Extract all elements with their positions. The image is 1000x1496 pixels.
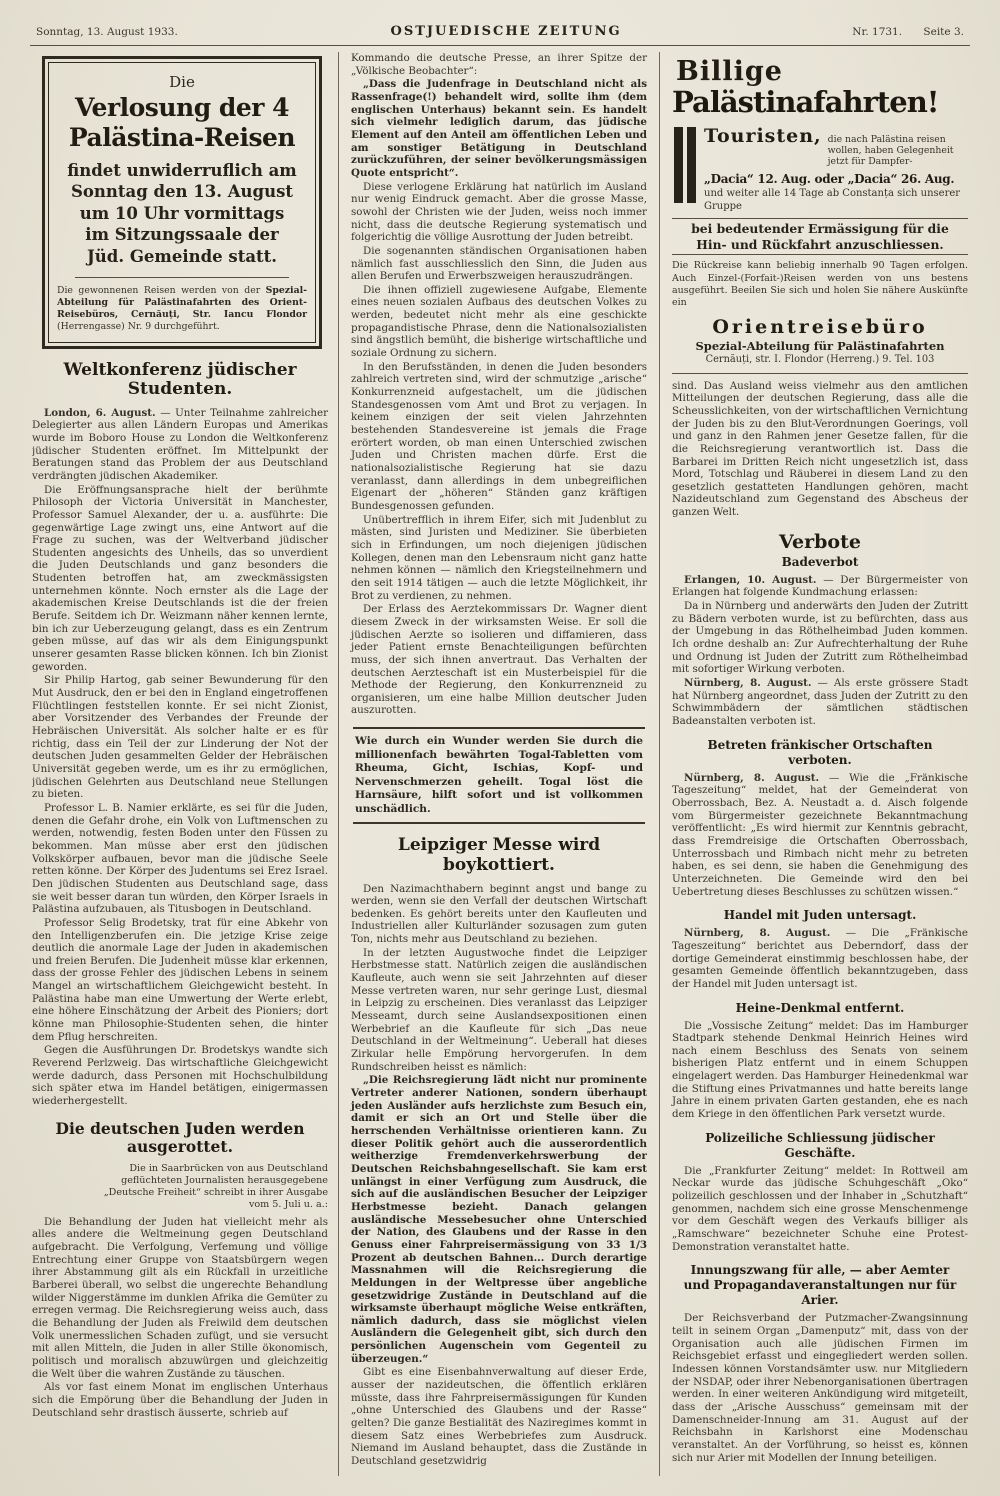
travel-ad-note: Die Rückreise kann beliebig innerhalb 90 Tagen erfolgen. Auch Einzel-(Forfait-)Reisen werden von uns bestens ausgeführt. Beeilen Sie sich und holen Sie nähere Auskünfte ein: [672, 260, 968, 309]
travel-ad-row-main: [704, 125, 968, 213]
article-paragraph: Den Nazimachthabern beginnt angst und bange zu werden, wenn sie den Verfall der deutschen Wirtschaft bedenken. Es gehört bereits unter den Kaufleuten und Industriellen aller Kulturländer sozusagen zum guten Ton, nichts mehr aus Deutschland zu beziehen.: [351, 882, 647, 946]
travel-ad-dacia-line: „Dacia“ 12. Aug. oder „Dacia“ 26. Aug.: [704, 172, 955, 187]
article-paragraph: In der letzten Augustwoche findet die Leipziger Herbstmesse statt. Natürlich zeigen die ausländischen Kaufleute, auch wenn sie seit Jahrzehnten auf dieser Messe vertreten waren, nur sehr geringe Lust, diesmal in Leipzig zu erscheinen. Dies veranlasst das Leipziger Messeamt, durch seine Auslandsexpositionen einen Werbebrief an die Kaufleute für sich „Das neue Deutschland in der Weltmeinung“. Ueberall hat dieses Zirkular helle Empörung hervorgerufen. In dem Rundschreiben heisst es nämlich:: [351, 946, 647, 1073]
article-paragraph: Nürnberg, 8. August. — Die „Fränkische Tageszeitung“ berichtet aus Deberndorf, dass der dortige Gemeinderat einstimmig beschlossen habe, der gesamten Gemeinde öffentlich bekanntzugeben, dass der Handel mit Juden untersagt ist.: [672, 927, 968, 990]
article-paragraph: sind. Das Ausland weiss vielmehr aus den amtlichen Mitteilungen der deutschen Regierung, dass alle die Scheusslichkeiten, von der wirtschaftlichen Vernichtung der Juden bis zu den Blut-Verordnungen Goerings, voll und ganz in den Rahmen jener Gesetze fallen, für die die Reichsregierung verantwortlich ist. Dass die Barbarei im Dritten Reich nicht ungesetzlich ist, dass Mord, Totschlag und Räuberei in diesem Land zu den gesetzlich gestatteten Handlungen gehören, macht Nazideutschland zum Gegenstand des Abscheus der ganzen Welt.: [672, 379, 968, 519]
headline-innungszwang: Innungszwang für alle, — aber Aemter und Propagandaveranstaltungen nur für Arier.: [683, 1263, 957, 1308]
article-source-note: Die in Saarbrücken von aus Deutschland geflüchteten Journalisten herausgegebene „Deutsche Freiheit“ schreibt in ihrer Ausgabe vom 5. Juli u. a.:: [103, 1162, 328, 1210]
article-paragraph: Erlangen, 10. August. — Der Bürgermeister von Erlangen hat folgende Kundmachung erlassen:: [672, 573, 968, 599]
article-paragraph: Als vor fast einem Monat im englischen Unterhaus sich die Empörung über die Behandlung der Juden in Deutschland sehr drastisch äusserte, schrieb auf: [32, 1381, 328, 1419]
headline-verbote: Verbote: [779, 530, 861, 553]
headline-leipziger-messe: Leipziger Messe wird boykottiert.: [397, 835, 601, 875]
dateline: Nürnberg, 8. August.: [684, 771, 820, 784]
travel-ad-constanta-line: und weiter alle 14 Tage ab Constanța sich unserer Gruppe: [704, 188, 961, 212]
column-left: [32, 52, 338, 1476]
article-paragraph: Gibt es eine Eisenbahnverwaltung auf dieser Erde, ausser der nazideutschen, die öffentlich erklären müsste, dass ihre Fahrpreisermässigungen für Kunden „ohne Unterschied des Glaubens und der Rasse“ gelten? Die ganze Bestialität des Naziregimes kommt in diesem Satz eines Werbebriefes zum Ausdruck. Niemand im Ausland behauptet, dass die Zustände in Deutschland gesetzwidrig: [351, 1366, 647, 1468]
masthead-date: Sonntag, 13. August 1933.: [36, 26, 178, 38]
lottery-ad-title-line1: Verlosung der 4: [74, 93, 290, 122]
article-paragraph: In den Berufsständen, in denen die Juden besonders zahlreich vertreten sind, wird der schmutzige „arische“ Konkurrenzneid aufgestachelt, um die jüdischen Standesgenossen vom Amt und Brot zu verjagen. In keinem einzigen der seit vielen Jahrzehnten bestehenden Standesvereine ist jemals die Frage erörtert worden, ob man einen Unterschied zwischen Juden und Christen machen dürfe. Erst die nationalsozialistische Regierung hat sie dazu veranlasst, dann allerdings in dem unbegreiflichen Eigenart der „höheren“ Ständen ganz kräftigen Bundesgenossen gefunden.: [351, 360, 647, 512]
travel-ad-title: Palästinafahrten!: [672, 85, 939, 119]
article-paragraph: Professor L. B. Namier erklärte, es sei für die Juden, denen die Gefahr drohe, ein Volk von Luftmenschen zu werden, notwendig, festen Boden unter den Füssen zu bekommen. Man müsse aber erst den jüdischen Volkskörper aufbauen, bevor man die jüdische Seele retten könne. Der Körper des Judentums sei Erez Israel. Den jüdischen Studenten aus Deutschland sage, dass sie weit besser daran tun würden, den Körper Israels in Palästina aufzubauen, als Titusbogen in Deutschland.: [32, 801, 328, 916]
dateline: Erlangen, 10. August.: [684, 573, 817, 586]
article-quote: „Dass die Judenfrage in Deutschland nicht als Rassenfrage(!) behandelt wird, sollte ihm (dem englischen Unterhaus) bekannt sein. Es handelt sich vielmehr lediglich darum, das jüdische Element auf den Anteil am öffentlichen Leben und am sonstiger Betätigung in Deutschland zurückzuführen, der seiner bevölkerungsmässigen Quote entspricht“.: [351, 78, 647, 179]
article-paragraph: Kommando die deutsche Presse, an ihrer Spitze der „Völkische Beobachter“:: [351, 52, 647, 77]
lottery-ad-kicker: Die: [169, 73, 195, 91]
lottery-ad-title-line2: Palästina-Reisen: [68, 122, 296, 152]
travel-ad-discount: [672, 218, 968, 255]
article-paragraph: Unübertrefflich in ihrem Eifer, sich mit Judenblut zu mästen, sind Juristen und Mediziner. Sie überbieten sich in Erfindungen, um noch diejenigen jüdischen Kollegen, denen man den Lebensraum nicht ganz hatte nehmen können — nämlich den Kriegsteilnehmern und den seit 1914 tätigen — auch die letzte Möglichkeit, ihr Brot zu verdienen, zu nehmen.: [351, 513, 647, 602]
dateline: Nürnberg, 8. August.: [684, 927, 831, 940]
masthead-issue: [834, 26, 964, 38]
masthead: [0, 0, 1000, 45]
article-paragraph: Die Eröffnungsansprache hielt der berühmte Philosoph der Victoria Universität in Manchester, Professor Samuel Alexander, der u. a. ausführte: Die gegenwärtige Lage zwingt uns, eine Antwort auf die Frage zu suchen, was der Weltverband jüdischer Studenten angesichts des Unheils, das so unverdient die Juden Deutschlands und ganz besonders die Studenten betroffen hat, am zweckmässigsten unternehmen könnte. Noch ernster als die Lage der akademischen Kreise Deutschlands ist die der freien Berufe. Seitdem ich Dr. Weizmann näher kennen lernte, bin ich zur Ueberzeugung gelangt, dass es ein Zentrum geben müsse, auf das wir als dem Einigungspunkt unserer gesamten Rasse blicken können. Ich bin Zionist geworden.: [32, 483, 328, 673]
travel-ad-row: [672, 125, 968, 213]
travel-ad-billige: Billige: [676, 56, 783, 87]
travel-ad-touristen: Touristen,: [704, 125, 822, 147]
travel-ad-agency: Orientreisebüro: [712, 315, 928, 338]
article-paragraph: Professor Selig Brodetsky, trat für eine Abkehr von den Intelligenzberufen ein. Die jetzige Krise zeige deutlich die anormale Lage der Juden in akademischen und freien Berufen. Die Judenheit müsse klar erkennen, dass der grosse Fehler des jüdischen Lebens in seinem Mangel an wirtschaftlichem Gleichgewicht besteht. In Palästina habe man eine Umwertung der Werte erlebt, eine höhere Einschätzung der Arbeit des Pioniers; dort könne man Philosophie-Studenten sehen, die hinter dem Pflug herschreiten.: [32, 916, 328, 1043]
togal-ad: [353, 727, 645, 824]
article-paragraph: London, 6. August. — Unter Teilnahme zahlreicher Delegierter aus allen Ländern Europas und Amerikas wurde im Boboro House zu London die Weltkonferenz jüdischer Studenten eröffnet. Im Mittelpunkt der Beratungen stand das Problem der aus Deutschland verdrängten jüdischen Akademiker.: [32, 406, 328, 482]
lottery-ad-line: Jüd. Gemeinde statt.: [86, 246, 277, 266]
subheadline-badeverbot: Badeverbot: [781, 554, 859, 569]
issue-number: Nr. 1731.: [852, 26, 903, 38]
headline-heine-denkmal: Heine-Denkmal entfernt.: [735, 1000, 905, 1015]
page-number: Seite 3.: [923, 26, 964, 38]
lottery-ad: [42, 56, 322, 349]
lottery-ad-line: im Sitzungssaale der: [85, 225, 279, 245]
travel-ad-touristen-note: die nach Palästina reisen wollen, haben Gelegenheit jetzt für Dampfer-: [827, 134, 954, 168]
article-paragraph: Die Behandlung der Juden hat vielleicht mehr als alles andere die Weltmeinung gegen Deutschland aufgebracht. Die Verfolgung, Verfemung und völlige Entrechtung einer Gruppe von Staatsbürgern wegen ihrer Abstammung gilt als ein Rückfall in urzeitliche Barberei überall, wo selbst die ungerechte Behandlung wilder Niggerstämme im dunklen Afrika die Gemüter zu erregen vermag. Die Reichsregierung weiss auch, dass die Behandlung der Juden als Freiwild dem deutschen Volk unermesslichen Schaden zufügt, und sie versucht mit allen Mitteln, die Juden in aller Stille ökonomisch, politisch und moralisch abzuwürgen und gleichzeitig die Welt über die wahren Zustände zu täuschen.: [32, 1215, 328, 1380]
headline-juden-ausgerottet: Die deutschen Juden werden ausgerottet.: [55, 1118, 305, 1157]
travel-ad-department: Spezial-Abteilung für Palästinafahrten: [695, 338, 945, 353]
lottery-ad-line: Sonntag den 13. August: [71, 182, 293, 202]
travel-ad-touristen-line: [704, 125, 968, 167]
article-paragraph: Die „Frankfurter Zeitung“ meldet: In Rottweil am Neckar wurde das jüdische Schuhgeschäft „Oko“ polizeilich geschlossen und der Inhaber in „Schutzhaft“ genommen, nachdem sich eine grosse Menschenmenge vor dem Geschäft wegen des Verkaufs billiger als „Ramschware“ bezeichneter Schuhe eine Protest-Demonstration veranstaltet hatte.: [672, 1164, 968, 1253]
lottery-ad-line: findet unwiderruflich am: [67, 161, 297, 180]
article-paragraph: Die sogenannten ständischen Organisationen haben nämlich fast ausschliesslich den Sinn, die Juden aus allen Berufen und Erwerbszweigen herauszudrängen.: [351, 244, 647, 283]
article-paragraph: Diese verlogene Erklärung hat natürlich im Ausland nur wenig Eindruck gemacht. Aber die grosse Masse, sowohl der Christen wie der Juden, weiss noch immer nicht, dass die deutsche Regierung systematisch und folgerichtig die völlige Ausrottung der Juden betreibt.: [351, 180, 647, 244]
article-paragraph: Sir Philip Hartog, gab seiner Bewunderung für den Mut Ausdruck, den er bei den in England eingetroffenen Flüchtlingen feststellen konnte. Er sei nicht Zionist, aber Vorsitzender des Verbandes der Freunde der Hebräischen Universität. Als solcher halte er es für richtig, dass ein Teil der zur Linderung der Not der deutschen Juden gesammelten Gelder der Hebräischen Universität gegeben werde, um es ihr zu ermöglichen, jüdischen Gelehrten aus Deutschland neue Stellungen zu bieten.: [32, 674, 328, 801]
article-paragraph: Gegen die Ausführungen Dr. Brodetskys wandte sich Reverend Perlzweig. Das wirtschaftliche Gleichgewicht werde dadurch, dass Personen mit Hochschulbildung sich später etwa im Handel betätigen, einigermassen wiederhergestellt.: [32, 1044, 328, 1108]
lottery-ad-divider: [75, 277, 289, 278]
article-paragraph: Die „Vossische Zeitung“ meldet: Das im Hamburger Stadtpark stehende Denkmal Heinrich Heines wird nach einem Beschluss des Senats von seinem bisherigen Platz entfernt und in einem Schuppen eingelagert werden. Das Hamburger Heinedenkmal war die Stiftung eines Privatmannes und hatte bereits lange Jahre in einem privaten Garten gestanden, ehe es nach dem Kriege in den öffentlichen Park versetzt wurde.: [672, 1019, 968, 1121]
article-paragraph: Nürnberg, 8. August. — Als erste grössere Stadt hat Nürnberg angeordnet, dass Juden der Zutritt zu den Schwimmbädern der sämtlichen städtischen Badeanstalten verboten ist.: [672, 677, 968, 727]
page-columns: [0, 46, 1000, 1476]
article-quote: „Die Reichsregierung lädt nicht nur prominente Vertreter anderer Nationen, sondern überhaupt jeden Ausländer aufs herzlichste zum Besuch ein, damit er sich an Ort und Stelle über die herrschenden Verhältnisse orientieren kann. Zu dieser Politik gehört auch die ausserordentlich weitherzige Fremdenverkehrswerbung der Deutschen Reichsbahngesellschaft. Sie kam erst unlängst in einer Verfügung zum Ausdruck, die sich auf die ausländischen Besucher der Leipziger Herbstmesse bezieht. Danach gelangen ausländische Messebesucher ohne Unterschied der Nation, des Glaubens und der Rasse in den Genuss einer Fahrpreisermässigung von 33 1/3 Prozent ab deutschen Bahnen... Durch derartige Massnahmen will die Reichsregierung die Meldungen in der Weltpresse über angebliche gesetzwidrige Zustände in Deutschland auf die wirksamste überhaupt mögliche Weise entkräften, nämlich dadurch, dass sie möglichst vielen Ausländern die Gelegenheit gibt, sich durch den persönlichen Augenschein vom Gegenteil zu überzeugen.“: [351, 1074, 647, 1365]
masthead-title: OSTJUEDISCHE ZEITUNG: [390, 24, 622, 39]
lottery-ad-line: um 10 Uhr vormittags: [79, 203, 285, 223]
column-middle: [338, 52, 660, 1476]
togal-ad-text: Wie durch ein Wunder werden Sie durch die millionenfach bewährten Togal-Tabletten vom Rheuma, Gicht, Ischias, Kopf- und Nervenschmerzen geheilt. Togal löst die Harnsäure, hilft sofort und ist vollkommen unschädlich.: [355, 735, 643, 815]
article-paragraph: Nürnberg, 8. August. — Wie die „Fränkische Tageszeitung“ meldet, hat der Gemeinderat von Oberrossbach, Bez. A. Neustadt a. d. Aisch folgende vom Bürgermeister gezeichnete Bekanntmachung veröffentlicht: „Es wird hiermit zur Kenntnis gebracht, dass Fremdreisige die Ortschaften Oberrossbach, Unterrossbach und Rimbach nicht mehr zu betreten haben, es sei denn, sie haben die Genehmigung des Unterzeichneten. Die Gemeinde wird den bei Uebertretung dieses Beschlusses zu schützen wissen.“: [672, 771, 968, 898]
headline-schliessung-geschaefte: Polizeiliche Schliessung jüdischer Geschäfte.: [705, 1130, 935, 1160]
article-paragraph: Der Reichsverband der Putzmacher-Zwangsinnung teilt in seinem Organ „Damenputz“ mit, dass von der Organisation auch alle jüdischen Firmen im Reichsgebiet erfasst und eingegliedert werden sollen. Indessen können Vorstandsämter usw. nur Mitgliedern der NSDAP, oder ihrer Nebenorganisationen übertragen werden. In einer weiteren Ankündigung wird mitgeteilt, dass der „Arische Ausschuss“ gemeinsam mit der Damenschneider-Innung am 31. August auf der Reichsbahn in Karlshorst eine Modenschau veranstaltet. An der Vorführung, so heisst es, können sich nur Arier mit Modellen der Innung beteiligen.: [672, 1312, 968, 1464]
palestina-travel-ad: [672, 52, 968, 374]
article-paragraph: Die ihnen offiziell zugewiesene Aufgabe, Elemente eines neuen sozialen Aufbaus des deutschen Volkes zu werden, bedeutet nicht mehr als eine geschickte propagandistische Phrase, denn die Nationalsozialisten sind ängstlich bemüht, die bisherige wirtschaftliche und soziale Ordnung zu sichern.: [351, 283, 647, 360]
travel-ad-address: Cernăuți, str. I. Flondor (Herreng.) 9. Tel. 103: [705, 353, 935, 365]
headline-weltkonferenz: Weltkonferenz jüdischer Studenten.: [63, 359, 297, 400]
lottery-ad-inner: [48, 62, 316, 343]
lottery-ad-body: [57, 160, 307, 267]
dateline: London, 6. August.: [44, 406, 156, 419]
travel-ad-discount-line2: Hin- und Rückfahrt anzuschliessen.: [696, 236, 944, 252]
column-right: [660, 52, 968, 1476]
article-paragraph: Der Erlass des Aerztekommissars Dr. Wagner dient diesem Zweck in der wirksamsten Weise. Er soll die jüdischen Aerzte so isolieren und diffamieren, dass jeder Patient ernste Benachteiligungen befürchten muss, der sich ihnen anvertraut. Das Verhalten der deutschen Aerzteschaft ist ein Musterbeispiel für die Methode der Regierung, den Konkurrenzneid zu organisieren, um eine halbe Million deutscher Juden auszurotten.: [351, 603, 647, 717]
travel-ad-discount-line1: bei bedeutender Ermässigung für die: [691, 221, 949, 237]
headline-betreten-verboten: Betreten fränkischer Ortschaften verboten.: [707, 737, 933, 767]
headline-handel-untersagt: Handel mit Juden untersagt.: [723, 908, 917, 923]
dateline: Nürnberg, 8. August.: [684, 677, 812, 690]
ornament-bars-icon: [674, 127, 696, 213]
lottery-ad-note: Die gewonnenen Reisen werden von der Spezial-Abteilung für Palästinafahrten des Orient-Reisebüros, Cernăuți, Str. Iancu Flondor (Herrengasse) Nr. 9 durchgeführt.: [57, 285, 307, 333]
article-paragraph: Da in Nürnberg und anderwärts den Juden der Zutritt zu Bädern verboten wurde, ist zu befürchten, dass aus der Umgebung in das Röthelheimbad Juden kommen. Ich ordne deshalb an: Zur Aufrechterhaltung der Ruhe und Ordnung ist Juden der Zutritt zum Röthelheimbad mit sofortiger Wirkung verboten.: [672, 600, 968, 676]
